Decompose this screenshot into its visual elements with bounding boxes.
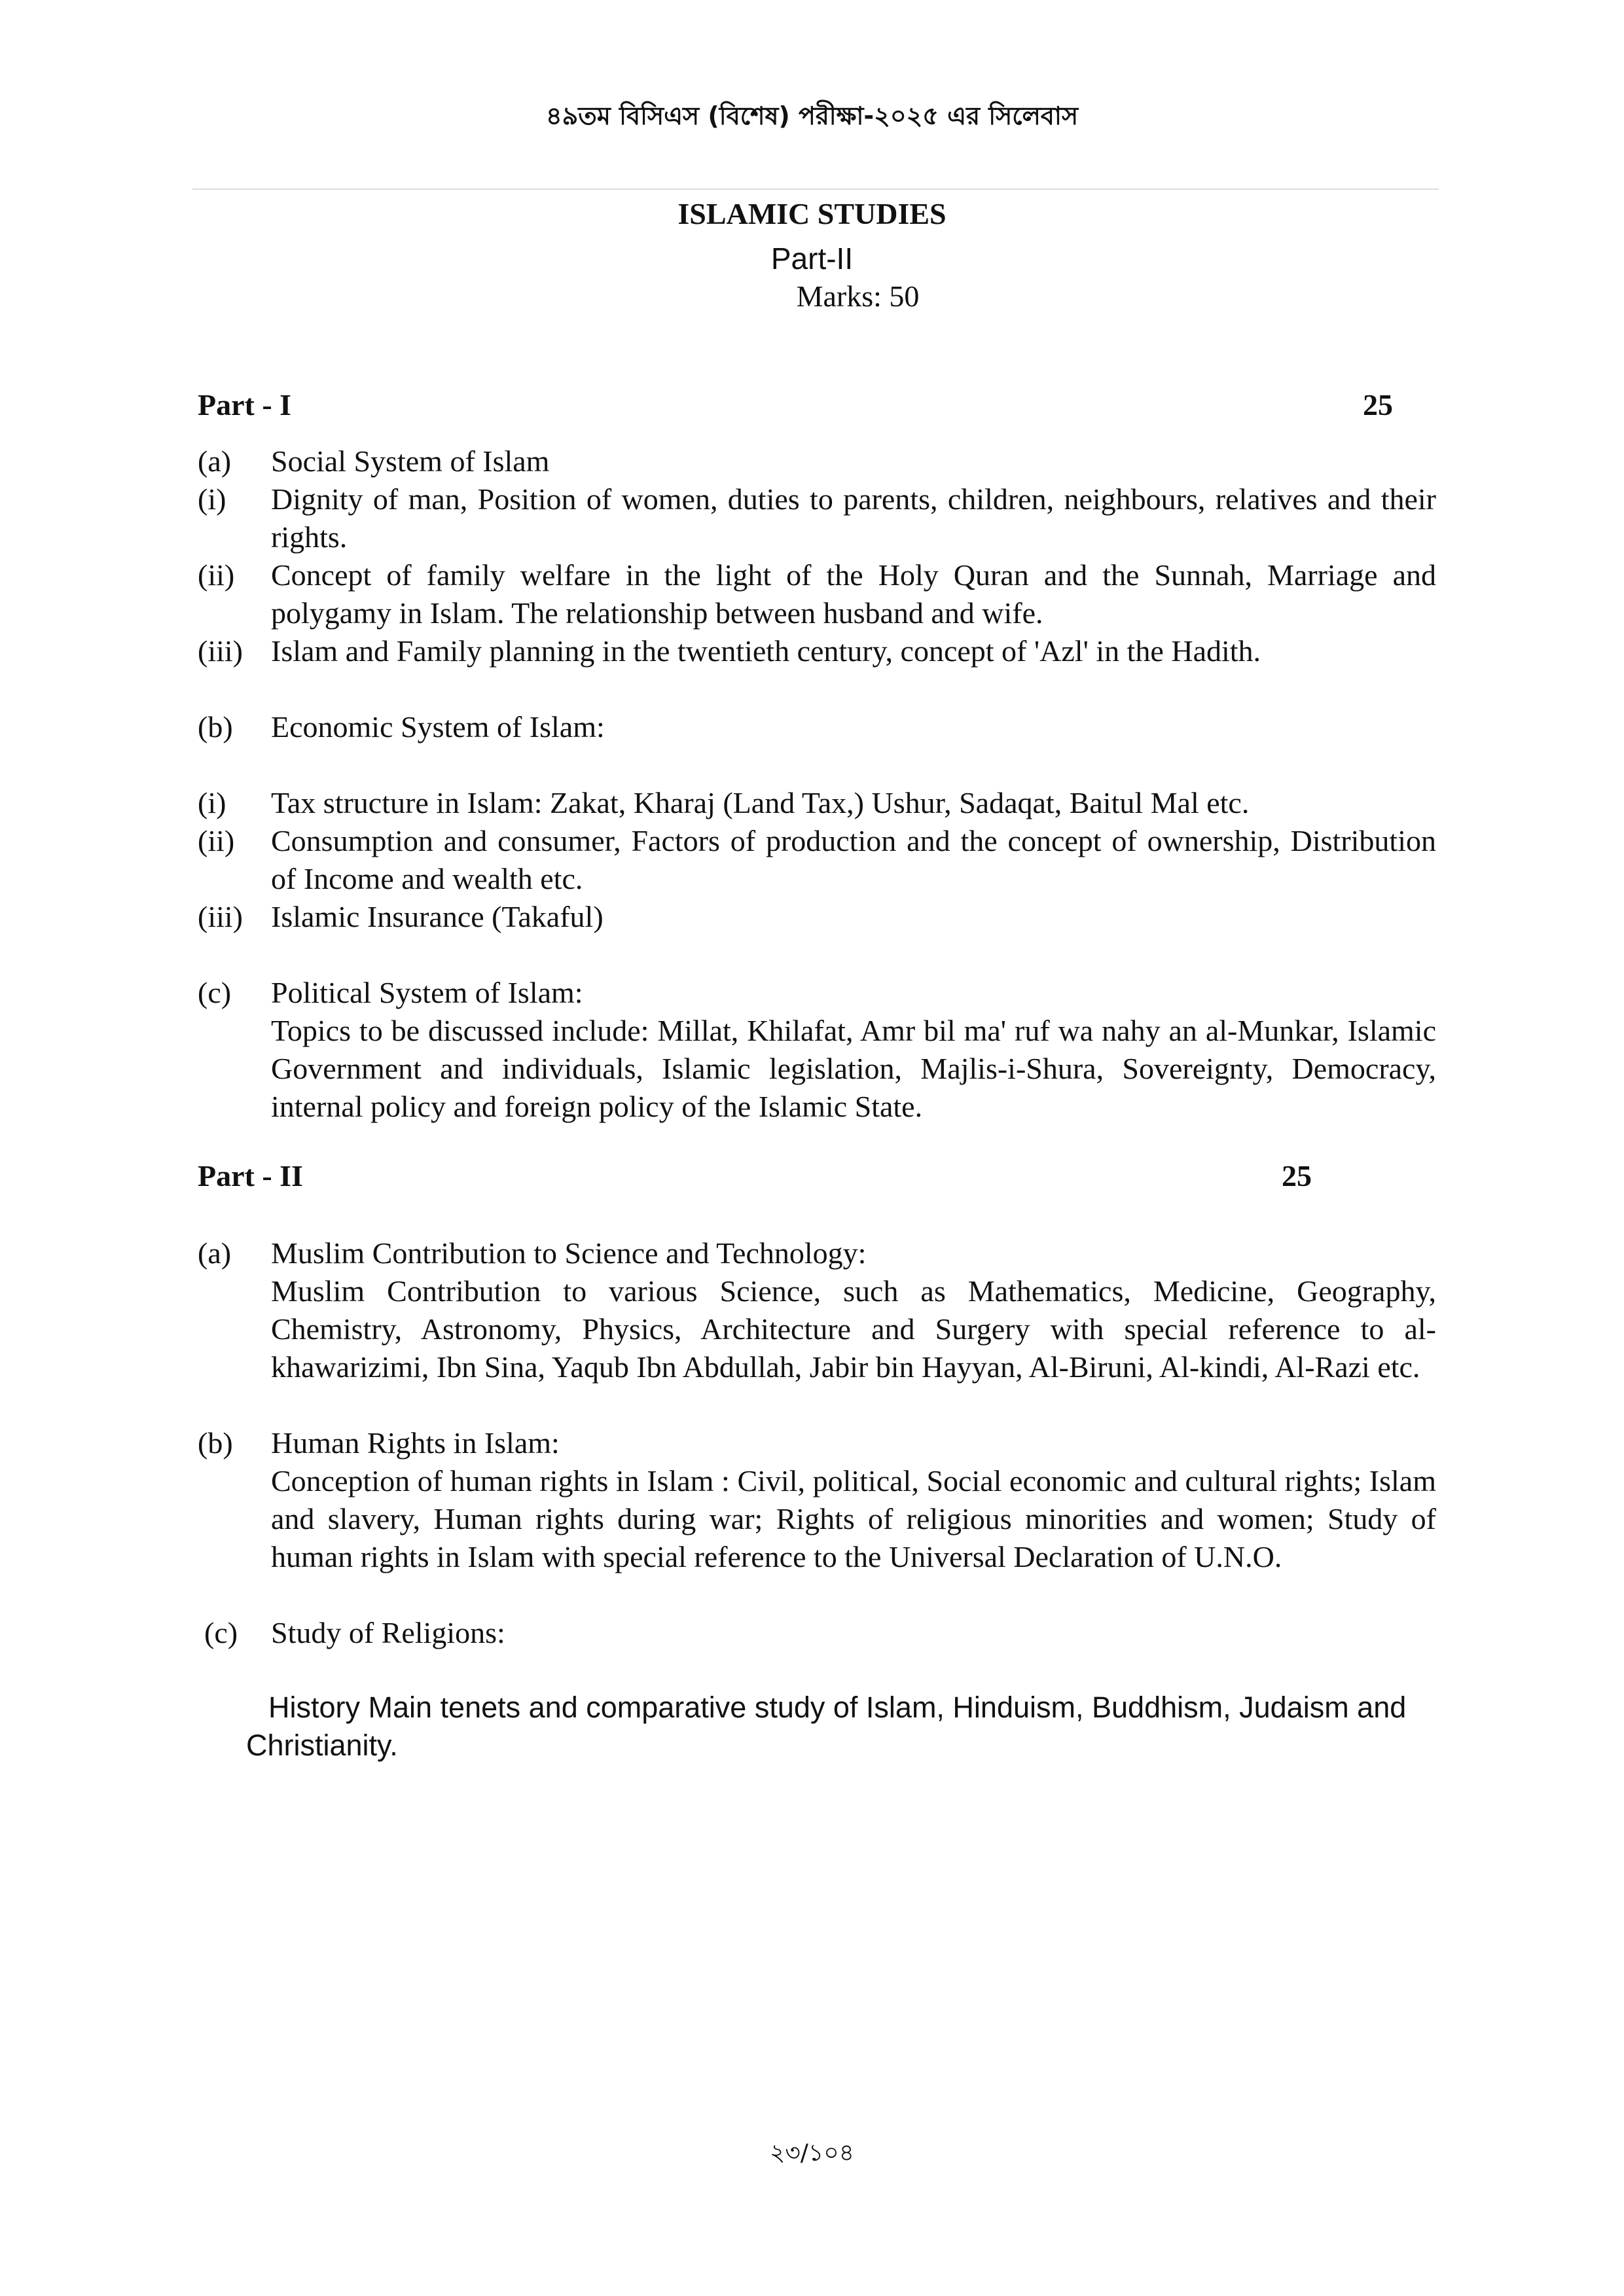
item-label: (iii) (198, 634, 243, 668)
item-text: Islam and Family planning in the twentieth century, concept of 'Azl' in the Hadith. (271, 634, 1261, 668)
item-text: Dignity of man, Position of women, duties to parents, children, neighbours, relatives and their rights. (271, 482, 1436, 554)
header-divider (192, 188, 1439, 190)
item-text: Muslim Contribution to various Science, such as Mathematics, Medicine, Geography, Chemistry, Astronomy, Physics, Architecture and Surgery with special reference to al-khawarizimi, Ibn Sina, Yaqub Ibn Abdullah, Jabir bin Hayyan, Al-Biruni, Al-kindi, Al-Razi etc. (271, 1274, 1436, 1384)
part1-score: 25 (1363, 388, 1393, 422)
part1-item-a-iii (198, 632, 1436, 670)
item-label: (a) (198, 444, 232, 478)
item-text: Topics to be discussed include: Millat, Khilafat, Amr bil ma' ruf wa nahy an al-Munkar, Islamic Government and individuals, Islamic legislation, Majlis-i-Shura, Sovereignty, Democracy, internal policy and foreign policy of the Islamic State. (271, 1014, 1436, 1123)
part1-item-b-iii (198, 898, 1436, 936)
item-text: Conception of human rights in Islam : Civil, political, Social economic and cultural rights; Islam and slavery, Human rights during war; Rights of religious minorities and women; Study of human rights in Islam with special reference to the Universal Declaration of U.N.O. (271, 1464, 1436, 1573)
part2-item-b (198, 1424, 1436, 1576)
document-subtitle: Part-II (770, 242, 854, 276)
item-heading: Study of Religions: (271, 1616, 505, 1649)
part2-item-c-text: History Main tenets and comparative study of Islam, Hinduism, Buddhism, Judaism and Christianity. (246, 1691, 1407, 1762)
page-header: ৪৯তম বিসিএস (বিশেষ) পরীক্ষা-২০২৫ এর সিলেবাস (545, 101, 1079, 130)
total-marks: Marks: 50 (796, 279, 920, 313)
item-label: (a) (198, 1236, 232, 1270)
part1-item-b (198, 708, 1436, 746)
item-text: Concept of family welfare in the light of the Holy Quran and the Sunnah, Marriage and polygamy in Islam. The relationship between husband and wife. (271, 558, 1436, 630)
item-heading: Political System of Islam: (271, 976, 583, 1009)
item-label: (ii) (198, 824, 235, 857)
page-number: ২৩/১০৪ (769, 2140, 855, 2166)
item-text: Economic System of Islam: (271, 710, 605, 744)
part2-score: 25 (1282, 1159, 1312, 1193)
item-label: (c) (204, 1616, 238, 1649)
item-text: Tax structure in Islam: Zakat, Kharaj (Land Tax,) Ushur, Sadaqat, Baitul Mal etc. (271, 786, 1250, 819)
item-label: (b) (198, 710, 233, 744)
item-text: Consumption and consumer, Factors of production and the concept of ownership, Distribution of Income and wealth etc. (271, 824, 1436, 895)
item-text: Islamic Insurance (Takaful) (271, 900, 604, 933)
document-title: ISLAMIC STUDIES (677, 197, 947, 230)
part2-heading: Part - II (198, 1159, 303, 1193)
part1-heading: Part - I (198, 388, 292, 422)
item-label: (iii) (198, 900, 243, 933)
item-label: (c) (198, 976, 232, 1009)
part2-item-a (198, 1234, 1436, 1386)
part2-item-c (204, 1614, 1443, 1652)
part1-item-c (198, 974, 1436, 1126)
item-label: (i) (198, 482, 226, 516)
item-label: (ii) (198, 558, 235, 592)
part1-item-b-i (198, 784, 1436, 822)
part1-item-a-ii (198, 556, 1436, 632)
part1-item-a (198, 442, 1436, 480)
item-heading: Human Rights in Islam: (271, 1426, 560, 1460)
item-heading: Muslim Contribution to Science and Technology: (271, 1236, 867, 1270)
item-text: Social System of Islam (271, 444, 550, 478)
part1-item-a-i (198, 480, 1436, 556)
item-label: (i) (198, 786, 226, 819)
part1-item-b-ii (198, 822, 1436, 898)
item-label: (b) (198, 1426, 233, 1460)
